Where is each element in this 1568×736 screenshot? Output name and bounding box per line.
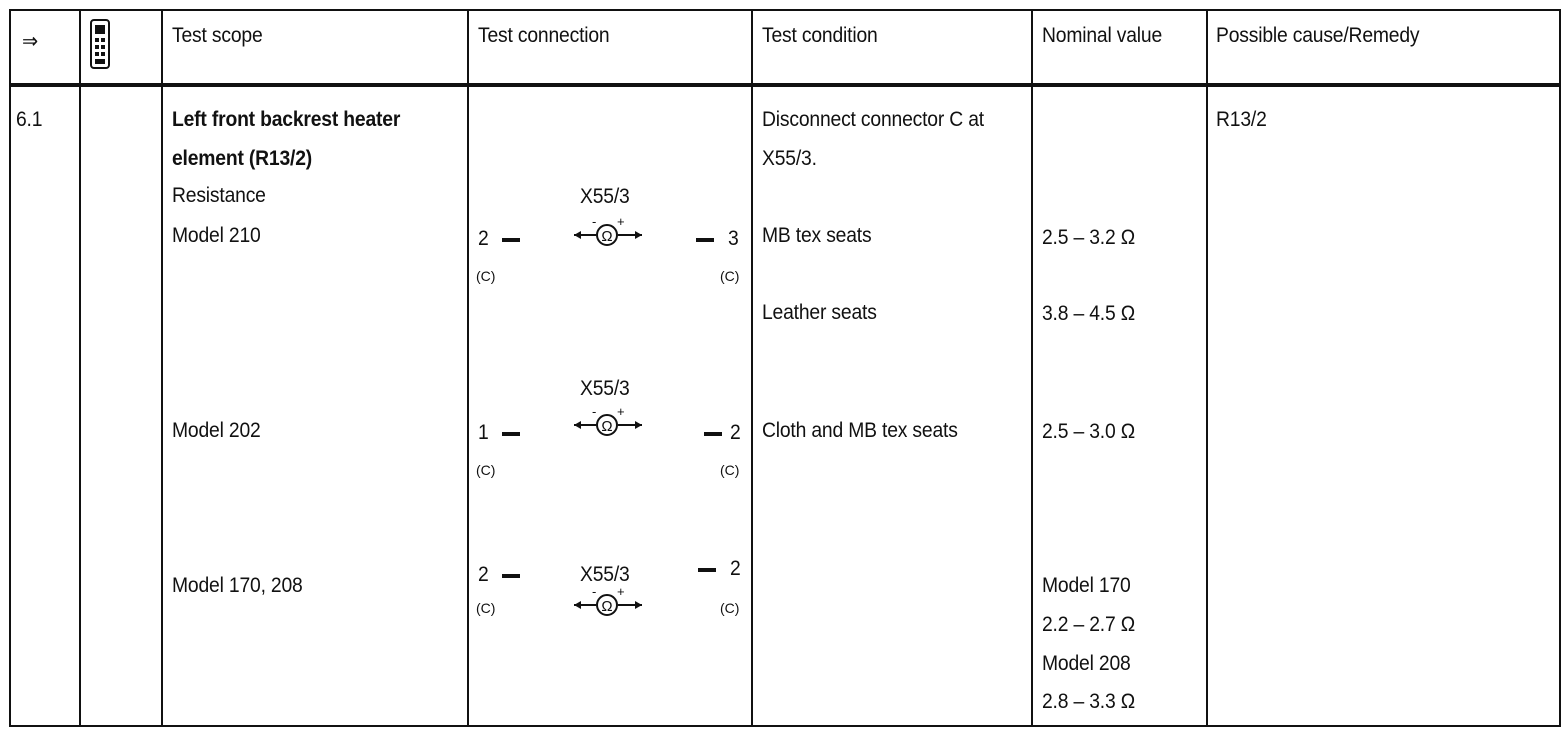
nominal-model-208-label: Model 208 — [1042, 652, 1131, 675]
svg-text:Ω: Ω — [601, 598, 613, 615]
nominal-model-170-label: Model 170 — [1042, 574, 1131, 597]
svg-text:-: - — [592, 406, 597, 419]
svg-text:-: - — [592, 216, 597, 229]
pin-left-2-sub: (C) — [476, 462, 496, 478]
tester-icon — [88, 18, 112, 70]
pin-left-2-lead — [502, 432, 520, 436]
connector-label-2: X55/3 — [580, 377, 630, 400]
scope-model-210: Model 210 — [172, 224, 261, 247]
pin-right-1-sub: (C) — [720, 268, 740, 284]
pin-right-2: 2 — [730, 421, 741, 444]
pin-left-1-lead — [502, 238, 520, 242]
pin-right-2-lead — [704, 432, 722, 436]
ohmmeter-icon — [572, 406, 644, 442]
header-test-scope: Test scope — [172, 24, 263, 47]
condition-line-2: X55/3. — [762, 147, 817, 170]
ohmmeter-icon — [572, 586, 644, 622]
svg-text:+: + — [617, 406, 625, 419]
pin-left-3: 2 — [478, 563, 489, 586]
nominal-cloth: 2.5 – 3.0 Ω — [1042, 420, 1135, 443]
condition-leather: Leather seats — [762, 301, 877, 324]
header-remedy: Possible cause/Remedy — [1216, 24, 1420, 47]
step-number: 6.1 — [16, 108, 43, 131]
svg-text:+: + — [617, 586, 625, 599]
header-arrow: ⇒ — [22, 30, 39, 53]
scope-model-170-208: Model 170, 208 — [172, 574, 303, 597]
scope-model-202: Model 202 — [172, 419, 261, 442]
pin-left-1-sub: (C) — [476, 268, 496, 284]
svg-text:Ω: Ω — [601, 228, 613, 245]
pin-right-1-lead — [696, 238, 714, 242]
scope-title-line-2: element (R13/2) — [172, 147, 313, 170]
header-test-connection: Test connection — [478, 24, 610, 47]
condition-line-1: Disconnect connector C at — [762, 108, 984, 131]
pin-right-3-sub: (C) — [720, 600, 740, 616]
connector-label-1: X55/3 — [580, 185, 630, 208]
nominal-model-170-value: 2.2 – 2.7 Ω — [1042, 613, 1135, 636]
nominal-mb-tex: 2.5 – 3.2 Ω — [1042, 226, 1135, 249]
svg-text:-: - — [592, 586, 597, 599]
svg-text:Ω: Ω — [601, 418, 613, 435]
pin-right-2-sub: (C) — [720, 462, 740, 478]
scope-title-line-1: Left front backrest heater — [172, 108, 401, 131]
remedy-text: R13/2 — [1216, 108, 1267, 131]
header-nominal-value: Nominal value — [1042, 24, 1163, 47]
header-test-condition: Test condition — [762, 24, 878, 47]
scope-resistance: Resistance — [172, 184, 266, 207]
pin-left-1: 2 — [478, 227, 489, 250]
nominal-leather: 3.8 – 4.5 Ω — [1042, 302, 1135, 325]
pin-right-3: 2 — [730, 557, 741, 580]
condition-cloth: Cloth and MB tex seats — [762, 419, 958, 442]
connector-label-3: X55/3 — [580, 563, 630, 586]
pin-right-1: 3 — [728, 227, 739, 250]
ohmmeter-icon — [572, 216, 644, 252]
condition-mb-tex: MB tex seats — [762, 224, 872, 247]
pin-right-3-lead — [698, 568, 716, 572]
svg-text:+: + — [617, 216, 625, 229]
pin-left-2: 1 — [478, 421, 489, 444]
pin-left-3-lead — [502, 574, 520, 578]
nominal-model-208-value: 2.8 – 3.3 Ω — [1042, 690, 1135, 713]
pin-left-3-sub: (C) — [476, 600, 496, 616]
